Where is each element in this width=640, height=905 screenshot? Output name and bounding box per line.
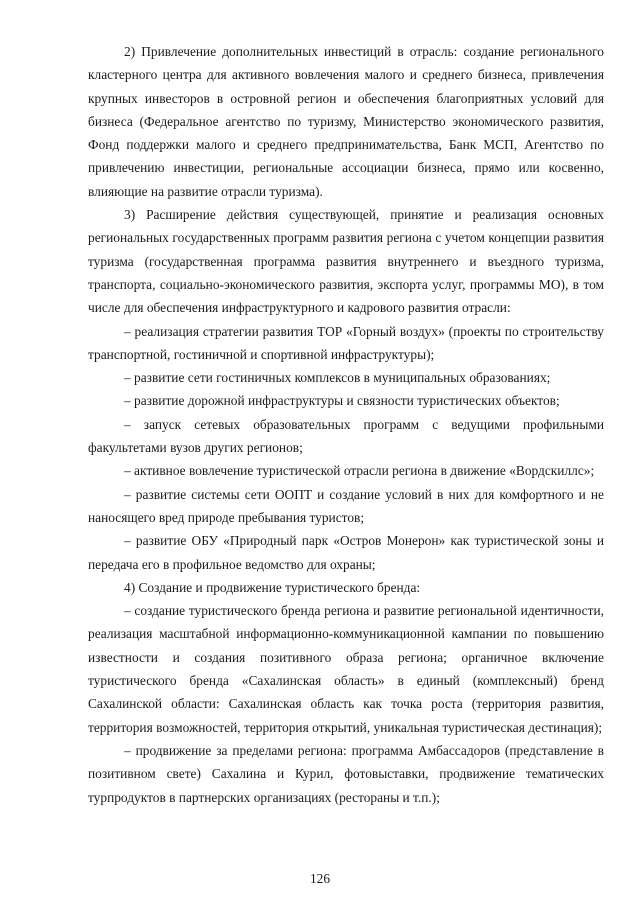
list-item-roads: – развитие дорожной инфраструктуры и связности туристических объектов; <box>124 393 560 409</box>
list-item-brand-creation: – создание туристического бренда региона и развитие региональной идентичности, реализация масштабной информационно-коммуникационной кампании по повышению известности и создания позитивного образа региона; органичное включение туристического бренда «Сахалинская область» в единый (комплексный) бренд Сахалинской области: Сахалинская область как точка роста (территория развития, территория возможностей, территория открытий, уникальная туристическая дестинация); <box>88 603 604 735</box>
paragraph-brand: 4) Создание и продвижение туристического бренда: <box>124 579 421 595</box>
list-item-moneron: – развитие ОБУ «Природный парк «Остров Монерон» как туристической зоны и передача его в профильное ведомство для охраны; <box>88 533 604 572</box>
list-item-hotels: – развитие сети гостиничных комплексов в муниципальных образованиях; <box>124 370 551 386</box>
list-item-tor: – реализация стратегии развития ТОР «Горный воздух» (проекты по строительству транспортной, гостиничной и спортивной инфраструктуры); <box>88 323 604 362</box>
paragraph-programs: 3) Расширение действия существующей, принятие и реализация основных региональных государственных программ развития региона с учетом концепции развития туризма (государственная программа развития внутреннего и въездного туризма, транспорта, социально-экономического развития, экспорта услуг, программы МО), в том числе для обеспечения инфраструктурного и кадрового развития отрасли: <box>88 207 604 316</box>
page-number: 126 <box>309 871 331 886</box>
list-item-promotion: – продвижение за пределами региона: программа Амбассадоров (представление в позитивном свете) Сахалина и Курил, фотовыставки, продвижение тематических турпродуктов в партнерских организациях (рестораны и т.п.); <box>88 742 604 805</box>
list-item-worldskills: – активное вовлечение туристической отрасли региона в движение «Вордскиллс»; <box>124 463 595 479</box>
paragraph-investments: 2) Привлечение дополнительных инвестиций в отрасль: создание регионального кластерного центра для активного вовлечения малого и среднего бизнеса, привлечения крупных инвесторов в островной регион и обеспечения благоприятных условий для бизнеса (Федеральное агентство по туризму, Министерство экономического развития, Фонд поддержки малого и среднего предпринимательства, Банк МСП, Агентство по привлечению инвестиции, региональные ассоциации бизнеса, прямо или косвенно, влияющие на развитие отрасли туризма). <box>88 44 604 199</box>
body-text <box>88 40 604 809</box>
list-item-education: – запуск сетевых образовательных программ с ведущими профильными факультетами вузов других регионов; <box>88 416 604 456</box>
list-item-protected-areas: – развитие системы сети ООПТ и создание условий в них для комфортного и не наносящего вред природе пребывания туристов; <box>88 486 604 525</box>
